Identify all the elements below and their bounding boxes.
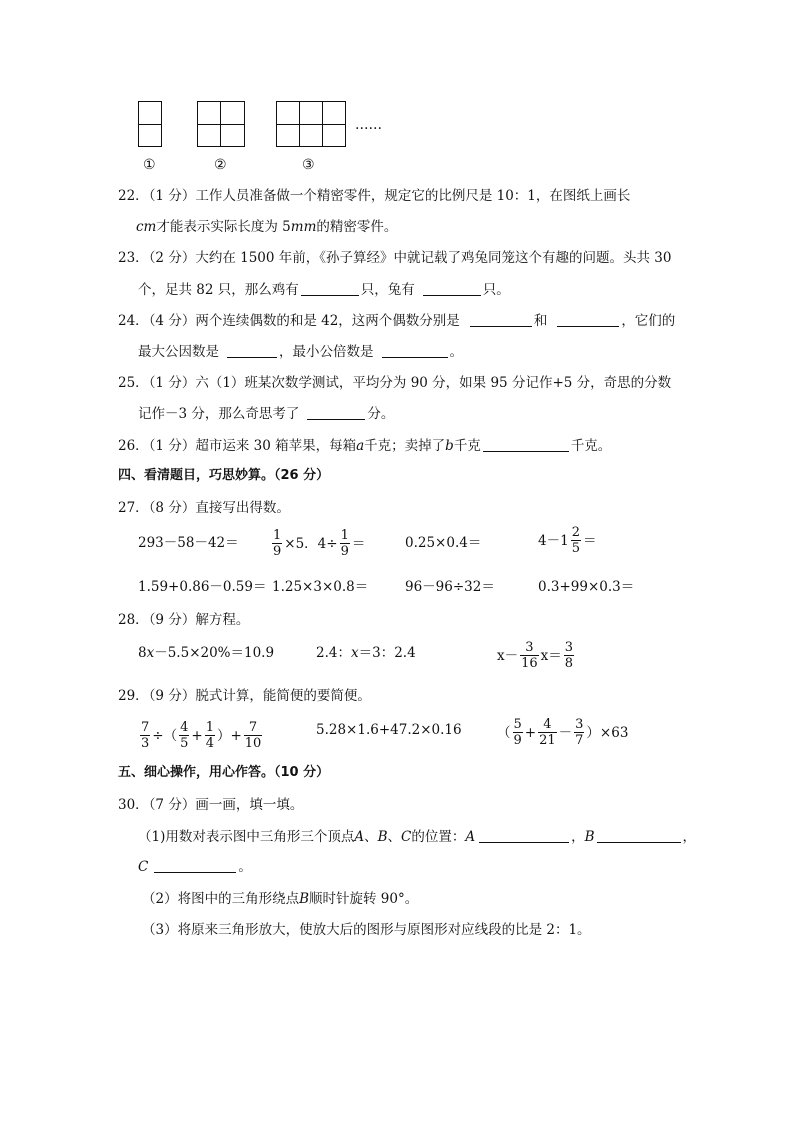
- question-22-line-2: [118, 217, 397, 237]
- answer-blank-rabbits[interactable]: [423, 281, 481, 296]
- q30-part-3: （3）将原来三角形放大，使放大后的图形与原图形对应线段的比是 2：1。: [142, 922, 591, 938]
- question-27-title: [118, 498, 290, 518]
- q30-part-1-line-1: （1)用数对表示图中三角形三个顶点A、B、C的位置：A ，B ，: [138, 829, 697, 845]
- q29-expression-1: $\frac{7}{3}$ ÷（ $\frac{4}{5}$ + $\frac{1}{4}$ ）+ $\frac{7}{10}$: [141, 720, 262, 751]
- question-number: 24．: [118, 313, 149, 329]
- question-25-line-2: [138, 404, 394, 424]
- question-number: 26．: [118, 438, 149, 454]
- unit-cm: cm: [136, 219, 157, 235]
- q27-expression-7: 96－96÷32＝: [405, 579, 495, 595]
- question-text: 两个连续偶数的和是 42，这两个偶数分别是: [195, 313, 460, 329]
- q30-part-1-line-2: C 。: [138, 859, 252, 875]
- question-text: 超市运来 30 箱苹果，每箱: [195, 438, 357, 454]
- figure-2-four-squares: [197, 101, 245, 147]
- variable-a: a: [356, 438, 365, 454]
- question-number: 23．: [118, 250, 149, 266]
- question-text: 个，足共 82 只，那么鸡有: [138, 282, 299, 298]
- question-text: 分。: [367, 406, 395, 422]
- question-text: 只。: [482, 282, 510, 298]
- question-text: 千克: [453, 438, 481, 454]
- question-score: （4 分）: [148, 313, 196, 329]
- question-text: 工作人员准备做一个精密零件，规定它的比例尺是 10：1，在图纸上画长: [195, 188, 631, 204]
- q27-expression-5: 1.59+0.86－0.59＝: [138, 579, 267, 595]
- question-30-title: [118, 795, 303, 815]
- question-26: [118, 436, 611, 456]
- question-text: 大约在 1500 年前，《孙子算经》中就记载了鸡兔同笼这个有趣的问题。头共 30: [195, 250, 672, 266]
- question-text: 解方程。: [195, 612, 250, 628]
- question-28-title: [118, 610, 249, 630]
- q27-expression-1: 293－58－42＝: [138, 535, 239, 551]
- fraction: $\frac{1}{9}$: [340, 528, 349, 559]
- figure-label-3: ③: [302, 157, 315, 173]
- section-4-heading: 四、看清题目，巧思妙算。（26 分）: [118, 468, 330, 483]
- q28-equation-1: 8x－5.5×20%＝10.9: [138, 645, 275, 661]
- q28-equation-3: x－ $\frac{3}{16}$ x＝ $\frac{3}{8}$: [497, 640, 574, 671]
- q28-equation-2: 2.4：x＝3：2.4: [316, 645, 416, 661]
- answer-blank-vertex-a[interactable]: [479, 828, 569, 843]
- figure-1-two-squares: [138, 101, 162, 147]
- question-text: 记作－3 分，那么奇思考了: [138, 406, 300, 422]
- q27-expression-8: 0.3+99×0.3＝: [538, 579, 635, 595]
- question-text: 和: [533, 313, 548, 329]
- unit-mm: mm: [290, 219, 317, 235]
- question-text: ，它们的: [621, 313, 676, 329]
- fraction: $\frac{5}{9}$: [513, 717, 522, 748]
- question-number: 30．: [118, 797, 149, 813]
- question-text: 千克；卖掉了: [364, 438, 446, 454]
- answer-blank-even-2[interactable]: [557, 312, 619, 327]
- answer-blank-vertex-b[interactable]: [597, 828, 681, 843]
- fraction: $\frac{4}{5}$: [180, 720, 189, 751]
- question-23-line-2: [138, 280, 510, 300]
- question-text: ，最小公倍数是: [279, 344, 374, 360]
- question-25-line-1: [118, 373, 671, 393]
- question-text: 脱式计算，能简便的要简便。: [195, 688, 371, 704]
- question-score: （2 分）: [148, 250, 196, 266]
- question-score: （1 分）: [148, 188, 196, 204]
- question-24-line-2: [138, 342, 463, 362]
- fraction: $\frac{3}{16}$: [521, 640, 538, 671]
- question-text: 画一画，填一填。: [195, 797, 304, 813]
- q27-expression-3: 0.25×0.4＝: [405, 535, 482, 551]
- answer-blank-remaining[interactable]: [483, 437, 569, 452]
- question-number: 25．: [118, 375, 149, 391]
- section-5-heading: 五、细心操作，用心作答。（10 分）: [118, 765, 330, 780]
- figure-ellipsis: ……: [355, 117, 382, 133]
- answer-blank-chickens[interactable]: [301, 281, 359, 296]
- question-23-line-1: [118, 248, 672, 268]
- fraction: $\frac{3}{8}$: [564, 640, 574, 671]
- q27-expression-2: $\frac{1}{9}$ ×5．4÷ $\frac{1}{9}$ ＝: [273, 528, 366, 559]
- q29-expression-2: 5.28×1.6+47.2×0.16: [316, 722, 462, 738]
- question-text: 的精密零件。: [316, 219, 398, 235]
- q27-expression-6: 1.25×3×0.8＝: [272, 579, 369, 595]
- question-score: （8 分）: [148, 500, 196, 516]
- fraction: $\frac{1}{9}$: [273, 528, 282, 559]
- variable-b: b: [445, 438, 454, 454]
- answer-blank-lcm[interactable]: [382, 343, 448, 358]
- fraction: $\frac{1}{4}$: [205, 720, 214, 751]
- question-text: 千克。: [570, 438, 612, 454]
- question-text: 才能表示实际长度为 5: [156, 219, 291, 235]
- figure-label-1: ①: [143, 157, 156, 173]
- question-text: 最大公因数是: [138, 344, 219, 360]
- question-number: 28．: [118, 612, 149, 628]
- question-24-line-1: [118, 311, 675, 331]
- question-score: （1 分）: [148, 438, 196, 454]
- question-22-line-1: [118, 186, 630, 206]
- figure-label-2: ②: [214, 157, 227, 173]
- answer-blank[interactable]: [120, 219, 134, 233]
- fraction: $\frac{4}{21}$: [539, 717, 556, 748]
- fraction: $\frac{3}{7}$: [575, 717, 584, 748]
- question-score: （1 分）: [148, 375, 196, 391]
- fraction: $\frac{2}{5}$: [571, 525, 580, 556]
- answer-blank-vertex-c[interactable]: [154, 858, 236, 873]
- question-number: 29．: [118, 688, 149, 704]
- q29-expression-3: （ $\frac{5}{9}$ + $\frac{4}{21}$ － $\frac{3}{7}$ ）×63: [497, 717, 629, 748]
- fraction: $\frac{7}{3}$: [141, 720, 150, 751]
- fraction: $\frac{7}{10}$: [244, 720, 262, 751]
- question-29-title: [118, 686, 371, 706]
- answer-blank-even-1[interactable]: [470, 312, 532, 327]
- answer-blank-score[interactable]: [307, 405, 365, 420]
- question-score: （9 分）: [148, 612, 196, 628]
- question-text: 。: [449, 344, 463, 360]
- question-text: 只，兔有: [360, 282, 415, 298]
- question-text: 直接写出得数。: [195, 500, 290, 516]
- question-number: 22．: [118, 188, 149, 204]
- figure-3-six-squares: [276, 101, 346, 147]
- question-score: （7 分）: [148, 797, 196, 813]
- q30-part-2: （2）将图中的三角形绕点B顺时针旋转 90°。: [142, 891, 419, 907]
- q27-expression-4: 4－1 $\frac{2}{5}$ ＝: [538, 525, 597, 556]
- question-text: 六（1）班某次数学测试，平均分为 90 分，如果 95 分记作+5 分，奇思的分数: [195, 375, 672, 391]
- question-number: 27．: [118, 500, 149, 516]
- question-score: （9 分）: [148, 688, 196, 704]
- answer-blank-gcd[interactable]: [227, 343, 277, 358]
